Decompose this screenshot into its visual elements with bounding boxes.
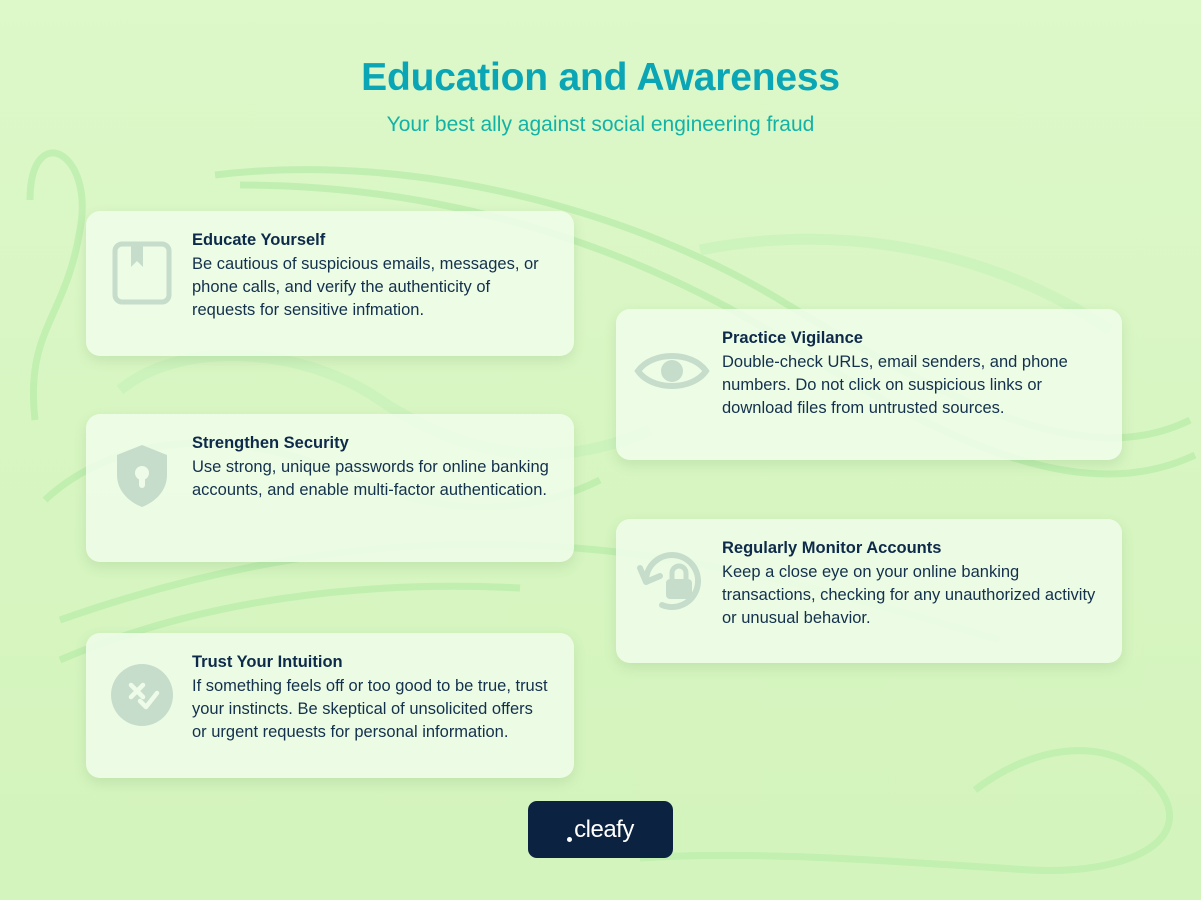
card-title: Strengthen Security <box>192 434 349 452</box>
card-regularly-monitor-accounts <box>616 519 1122 663</box>
card-text: Use strong, unique passwords for online banking accounts, and enable multi-factor authentication. <box>192 458 549 500</box>
card-text: Keep a close eye on your online banking transactions, checking for any unauthorized activity or unusual behavior. <box>722 563 1096 627</box>
logo-wordmark: cleafy <box>574 815 634 843</box>
card-strengthen-security <box>86 414 574 562</box>
eye-icon <box>634 333 710 409</box>
refresh-lock-icon <box>634 543 710 619</box>
card-educate-body <box>180 229 552 322</box>
header <box>0 56 1201 137</box>
card-trust-your-intuition <box>86 633 574 778</box>
card-title: Educate Yourself <box>192 231 326 249</box>
card-title: Trust Your Intuition <box>192 653 343 671</box>
cleafy-logo <box>528 801 673 858</box>
card-educate-yourself <box>86 211 574 356</box>
check-cross-circle-icon <box>104 657 180 733</box>
page-title: Education and Awareness <box>361 56 840 99</box>
shield-lock-icon <box>104 438 180 514</box>
card-monitor-body <box>710 537 1100 630</box>
card-text: Double-check URLs, email senders, and phone numbers. Do not click on suspicious links or download files from untrusted sources. <box>722 353 1068 417</box>
card-practice-vigilance <box>616 309 1122 460</box>
card-vigilance-body <box>710 327 1100 420</box>
logo-text <box>567 816 634 844</box>
page-subtitle: Your best ally against social engineering fraud <box>386 112 815 136</box>
card-strengthen-body <box>180 432 552 502</box>
card-text: Be cautious of suspicious emails, messages, or phone calls, and verify the authenticity of requests for sensitive infmation. <box>192 255 539 319</box>
card-trust-body <box>180 651 552 744</box>
card-text: If something feels off or too good to be true, trust your instincts. Be skeptical of unsolicited offers or urgent requests for personal information. <box>192 677 548 741</box>
bookmark-icon <box>104 235 180 311</box>
card-title: Regularly Monitor Accounts <box>722 539 942 557</box>
logo-dot-icon <box>567 837 572 842</box>
card-title: Practice Vigilance <box>722 329 863 347</box>
